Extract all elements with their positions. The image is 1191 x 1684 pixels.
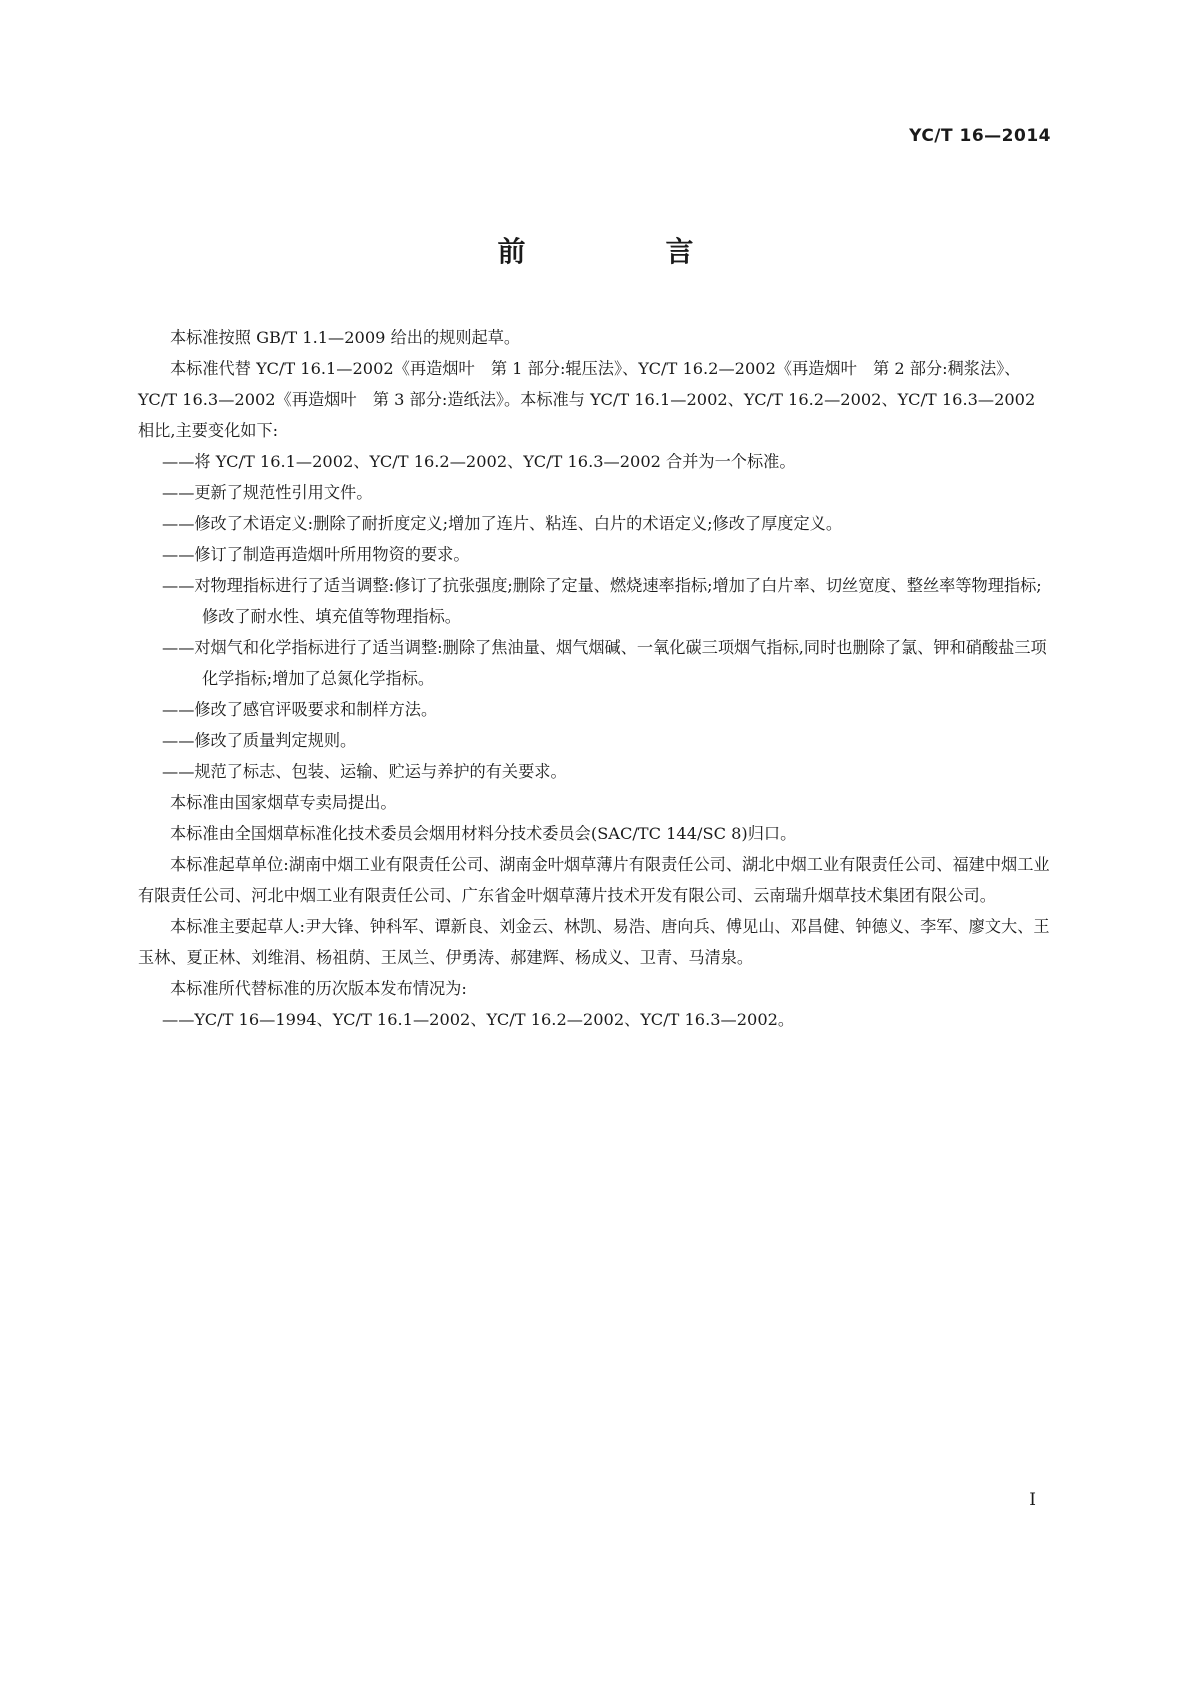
page-title: 前 言 <box>497 235 750 268</box>
change-item: ——修改了质量判定规则。 <box>162 731 357 750</box>
change-item: ——对烟气和化学指标进行了适当调整:删除了焦油量、烟气烟碱、一氧化碳三项烟气指标,同时也删除了氯、钾和硝酸盐三项化学指标;增加了总氮化学指标。 <box>162 638 1047 688</box>
change-item: ——对物理指标进行了适当调整:修订了抗张强度;删除了定量、燃烧速率指标;增加了白片率、切丝宽度、整丝率等物理指标;修改了耐水性、填充值等物理指标。 <box>162 576 1042 626</box>
page-number: I <box>1029 1490 1036 1510</box>
paragraph-committee: 本标准由全国烟草标准化技术委员会烟用材料分技术委员会(SAC/TC 144/SC 8)归口。 <box>170 824 797 843</box>
change-item: ——修订了制造再造烟叶所用物资的要求。 <box>162 545 470 564</box>
paragraph-replacement: 本标准代替 YC/T 16.1—2002《再造烟叶 第 1 部分:辊压法》、YC/T 16.2—2002《再造烟叶 第 2 部分:稠浆法》、YC/T 16.3—2002《再造烟叶 第 3 部分:造纸法》。本标准与 YC/T 16.1—2002、YC/T 16.2—2002、YC/T 16.3—2002 相比,主要变化如下: <box>138 359 1036 440</box>
change-item: ——修改了感官评吸要求和制样方法。 <box>162 700 438 719</box>
paragraph-drafting-rules: 本标准按照 GB/T 1.1—2009 给出的规则起草。 <box>170 328 521 347</box>
paragraph-drafters: 本标准主要起草人:尹大锋、钟科军、谭新良、刘金云、林凯、易浩、唐向兵、傅见山、邓昌健、钟德义、李军、廖文大、王玉林、夏正林、刘维涓、杨祖荫、王凤兰、伊勇涛、郝建辉、杨成义、卫青、马清泉。 <box>138 917 1050 967</box>
document-code: YC/T 16—2014 <box>909 126 1051 146</box>
history-item: ——YC/T 16—1994、YC/T 16.1—2002、YC/T 16.2—2002、YC/T 16.3—2002。 <box>162 1010 795 1029</box>
change-item: ——将 YC/T 16.1—2002、YC/T 16.2—2002、YC/T 16.3—2002 合并为一个标准。 <box>162 452 796 471</box>
change-item: ——规范了标志、包装、运输、贮运与养护的有关要求。 <box>162 762 567 781</box>
change-item: ——更新了规范性引用文件。 <box>162 483 373 502</box>
change-item: ——修改了术语定义:删除了耐折度定义;增加了连片、粘连、白片的术语定义;修改了厚度定义。 <box>162 514 843 533</box>
paragraph-proposer: 本标准由国家烟草专卖局提出。 <box>170 793 397 812</box>
paragraph-drafting-units: 本标准起草单位:湖南中烟工业有限责任公司、湖南金叶烟草薄片有限责任公司、湖北中烟工业有限责任公司、福建中烟工业有限责任公司、河北中烟工业有限责任公司、广东省金叶烟草薄片技术开发有限公司、云南瑞升烟草技术集团有限公司。 <box>138 855 1050 905</box>
paragraph-history-intro: 本标准所代替标准的历次版本发布情况为: <box>170 979 467 998</box>
foreword-body <box>138 322 1056 1035</box>
